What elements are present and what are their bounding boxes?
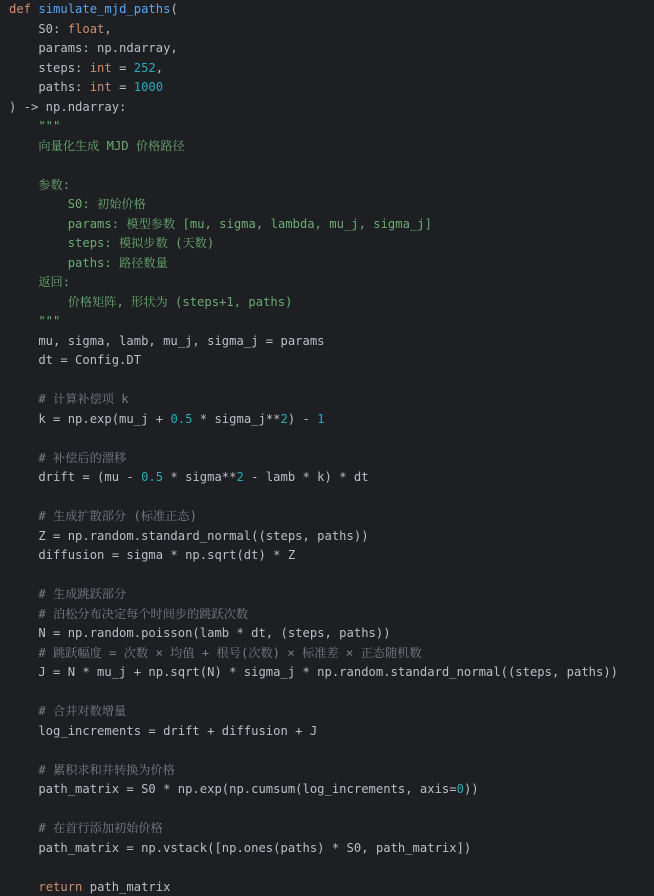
code-token: (	[170, 2, 178, 16]
code-token: params: 模型参数 [mu, sigma, lambda, mu_j, sigma_j]	[9, 216, 432, 231]
code-token: 价格矩阵, 形状为 (steps+1, paths)	[9, 294, 293, 309]
code-line[interactable]	[9, 507, 197, 527]
code-token: mu, sigma, lamb, mu_j, sigma_j = params	[9, 333, 325, 348]
code-token: =	[111, 80, 134, 94]
code-line[interactable]	[9, 351, 141, 371]
code-token: ,	[104, 21, 112, 36]
code-line[interactable]	[9, 176, 70, 196]
code-line[interactable]	[9, 390, 129, 410]
code-line[interactable]	[9, 312, 60, 332]
code-token: log_increments = drift + diffusion + J	[9, 723, 318, 738]
code-token: 2	[236, 470, 244, 484]
code-token: 1000	[133, 80, 164, 94]
code-line[interactable]	[9, 20, 112, 40]
code-line[interactable]	[9, 644, 422, 664]
code-line[interactable]	[9, 702, 126, 722]
code-token: ) -	[287, 411, 318, 426]
code-token: paths:	[9, 80, 90, 94]
code-line[interactable]	[9, 254, 168, 274]
code-token: paths: 路径数量	[9, 255, 168, 270]
code-token: 参数:	[9, 177, 71, 192]
code-token: # 在首行添加初始价格	[9, 821, 163, 835]
code-token: float	[67, 21, 105, 36]
code-token: k = np.exp(mu_j +	[9, 411, 171, 426]
code-token: - lamb * k) * dt	[243, 470, 369, 484]
code-line[interactable]	[9, 78, 163, 98]
code-line[interactable]	[9, 449, 126, 469]
code-token: int	[89, 80, 112, 94]
code-token: diffusion = sigma * np.sqrt(dt) * Z	[9, 548, 296, 562]
code-line[interactable]	[9, 819, 163, 839]
code-token: 0.5	[141, 470, 164, 484]
code-token: path_matrix = S0 * np.exp(np.cumsum(log_increments, axis=	[9, 782, 457, 796]
code-token: # 计算补偿项 k	[9, 392, 129, 406]
code-line[interactable]	[9, 137, 185, 157]
code-token: N = np.random.poisson(lamb * dt, (steps, paths))	[9, 626, 391, 640]
code-token: 0	[456, 782, 464, 796]
code-token: simulate_mjd_paths	[38, 2, 171, 16]
code-token: 返回:	[9, 275, 71, 289]
code-line[interactable]	[9, 215, 432, 235]
code-line[interactable]	[9, 527, 369, 547]
code-token: # 生成扩散部分 (标准正态)	[9, 509, 197, 523]
code-line[interactable]	[9, 624, 391, 644]
code-token: params: np.ndarray,	[9, 41, 178, 55]
code-token: drift = (mu -	[9, 470, 142, 484]
code-token: =	[111, 60, 134, 75]
code-line[interactable]	[9, 722, 317, 742]
code-token: int	[89, 60, 112, 75]
code-line[interactable]	[9, 332, 325, 352]
code-token: S0: 初始价格	[9, 197, 146, 211]
code-line[interactable]	[9, 0, 178, 20]
code-token: Z = np.random.standard_normal((steps, paths))	[9, 528, 369, 543]
code-token: """	[9, 119, 61, 133]
code-token: ) -> np.ndarray:	[9, 99, 127, 114]
code-line[interactable]	[9, 878, 170, 896]
code-token: return	[38, 879, 83, 894]
code-token: S0:	[9, 21, 68, 36]
code-line[interactable]	[9, 293, 292, 313]
code-line[interactable]	[9, 839, 471, 859]
code-line[interactable]	[9, 663, 618, 683]
code-token: # 跳跃幅度 = 次数 × 均值 + 根号(次数) × 标准差 × 正态随机数	[9, 645, 422, 660]
code-token: """	[9, 314, 61, 328]
code-token: # 泊松分布决定每个时间步的跳跃次数	[9, 606, 249, 621]
code-token: path_matrix = np.vstack([np.ones(paths) * S0, path_matrix])	[9, 840, 472, 855]
code-line[interactable]	[9, 59, 163, 79]
code-token: dt = Config.DT	[9, 353, 142, 367]
code-line[interactable]	[9, 98, 126, 118]
code-line[interactable]	[9, 585, 126, 605]
code-line[interactable]	[9, 273, 70, 293]
code-token: 2	[280, 411, 288, 426]
code-token: # 合并对数增量	[9, 704, 127, 718]
code-token: 252	[133, 60, 156, 75]
code-token: steps: 模拟步数 (天数)	[9, 236, 215, 250]
code-line[interactable]	[9, 761, 175, 781]
code-token: * sigma**	[163, 470, 237, 484]
code-token: steps:	[9, 60, 90, 75]
code-token: 向量化生成 MJD 价格路径	[9, 138, 185, 153]
code-token: ,	[155, 60, 164, 75]
code-line[interactable]	[9, 195, 146, 215]
code-token: path_matrix	[82, 879, 171, 894]
code-line[interactable]	[9, 410, 325, 430]
code-token: # 生成跳跃部分	[9, 587, 127, 601]
code-token: 0.5	[170, 411, 193, 426]
code-token: # 补偿后的漂移	[9, 450, 127, 465]
code-token	[9, 880, 38, 894]
code-line[interactable]	[9, 546, 295, 566]
code-token: 1	[317, 411, 325, 426]
code-line[interactable]	[9, 39, 178, 59]
code-line[interactable]	[9, 605, 248, 625]
code-token: # 累积求和并转换为价格	[9, 762, 175, 777]
code-line[interactable]	[9, 234, 214, 254]
code-line[interactable]	[9, 780, 479, 800]
code-token: def	[9, 2, 39, 16]
code-token: J = N * mu_j + np.sqrt(N) * sigma_j * np.random.standard_normal((steps, paths))	[9, 665, 619, 679]
code-line[interactable]	[9, 468, 369, 488]
code-line[interactable]	[9, 117, 60, 137]
code-token: ))	[463, 782, 479, 796]
code-token: * sigma_j**	[192, 411, 281, 426]
